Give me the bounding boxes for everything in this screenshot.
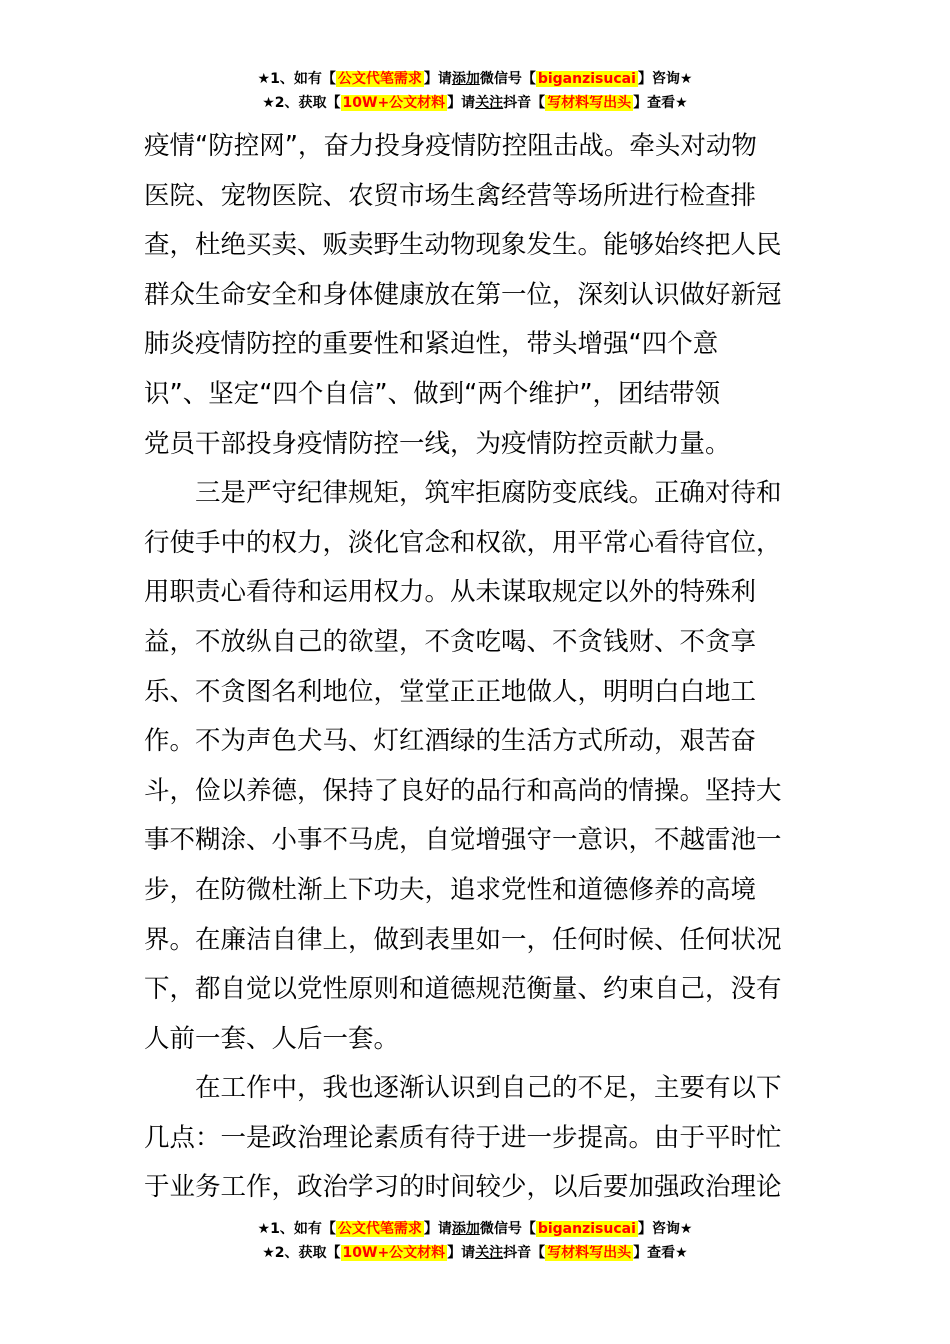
promo-highlight: 公文代笔需求 <box>337 71 422 87</box>
text-line: 党员干部投身疫情防控一线，为疫情防控贡献力量。 <box>144 428 731 459</box>
promo-text: 】查看★ <box>633 1245 688 1261</box>
promo-text: ★2、获取【 <box>262 1245 341 1261</box>
text-line: 在工作中，我也逐渐认识到自己的不足，主要有以下 <box>144 1073 782 1104</box>
text-line: 斗，俭以养德，保持了良好的品行和高尚的情操。坚持大 <box>144 775 782 806</box>
promo-text: 】请 <box>447 1245 476 1261</box>
promo-text: 】查看★ <box>633 95 688 111</box>
text-line: 界。在廉洁自律上，做到表里如一，任何时候、任何状况 <box>144 924 782 955</box>
promo-text: 】咨询★ <box>637 1221 693 1237</box>
promo-line-1 <box>0 68 950 92</box>
text-line: 查，杜绝买卖、贩卖野生动物现象发生。能够始终把人民 <box>144 230 782 261</box>
text-line: 几点：一是政治理论素质有待于进一步提高。由于平时忙 <box>144 1122 782 1153</box>
promo-highlight: 10W+公文材料 <box>342 95 446 111</box>
promo-text: 微信号【 <box>479 71 536 87</box>
text-line: 三是严守纪律规矩，筑牢拒腐防变底线。正确对待和 <box>144 478 782 509</box>
promo-underlined-text: 关注 <box>475 1245 504 1261</box>
promo-text: 】请 <box>423 71 452 87</box>
text-line: 事不糊涂、小事不马虎，自觉增强守一意识，不越雷池一 <box>144 825 782 856</box>
text-line: 益，不放纵自己的欲望，不贪吃喝、不贪钱财、不贪享 <box>144 626 757 657</box>
promo-douyin-account: 写材料写出头 <box>547 1245 632 1261</box>
text-line: 肺炎疫情防控的重要性和紧迫性，带头增强“四个意 <box>144 329 719 360</box>
document-body <box>144 122 808 1213</box>
text-line: 疫情“防控网”，奋力投身疫情防控阻击战。牵头对动物 <box>144 131 757 161</box>
promo-text: 微信号【 <box>479 1221 536 1237</box>
promo-text: 】请 <box>447 95 476 111</box>
text-line: 医院、宠物医院、农贸市场生禽经营等场所进行检查排 <box>144 180 757 211</box>
promo-line-1 <box>0 1218 950 1242</box>
promo-underlined-text: 添加 <box>451 1221 480 1237</box>
text-line: 作。不为声色犬马、灯红酒绿的生活方式所动，艰苦奋 <box>144 726 757 757</box>
promo-text: ★1、如有【 <box>257 1221 336 1237</box>
text-line: 行使手中的权力，淡化官念和权欲，用平常心看待官位， <box>144 527 782 558</box>
promo-text: 抖音【 <box>503 1245 546 1261</box>
text-line: 乐、不贪图名利地位，堂堂正正地做人，明明白白地工 <box>144 676 757 707</box>
text-line: 识”、坚定“四个自信”、做到“两个维护”，团结带领 <box>144 378 721 409</box>
text-line: 用职责心看待和运用权力。从未谋取规定以外的特殊利 <box>144 577 757 608</box>
text-line: 步，在防微杜渐上下功夫，追求党性和道德修养的高境 <box>144 874 757 905</box>
header-promo-banner <box>0 68 950 116</box>
promo-highlight: 公文代笔需求 <box>337 1221 422 1237</box>
promo-line-2 <box>0 92 950 116</box>
text-line: 人前一套、人后一套。 <box>144 1023 400 1054</box>
text-line: 下，都自觉以党性原则和道德规范衡量、约束自己，没有 <box>144 974 782 1005</box>
text-line: 群众生命安全和身体健康放在第一位，深刻认识做好新冠 <box>144 279 782 310</box>
promo-line-2 <box>0 1242 950 1266</box>
promo-text: ★2、获取【 <box>262 95 341 111</box>
promo-text: 】请 <box>423 1221 452 1237</box>
promo-douyin-account: 写材料写出头 <box>547 95 632 111</box>
footer-promo-banner <box>0 1218 950 1266</box>
promo-text: ★1、如有【 <box>257 71 336 87</box>
text-line: 于业务工作，政治学习的时间较少，以后要加强政治理论 <box>144 1172 782 1203</box>
promo-underlined-text: 添加 <box>451 71 480 87</box>
promo-text: 】咨询★ <box>637 71 693 87</box>
promo-wechat-id: biganzisucai <box>537 1221 636 1237</box>
promo-text: 抖音【 <box>503 95 546 111</box>
promo-highlight: 10W+公文材料 <box>342 1245 446 1261</box>
promo-wechat-id: biganzisucai <box>537 71 636 87</box>
promo-underlined-text: 关注 <box>475 95 504 111</box>
